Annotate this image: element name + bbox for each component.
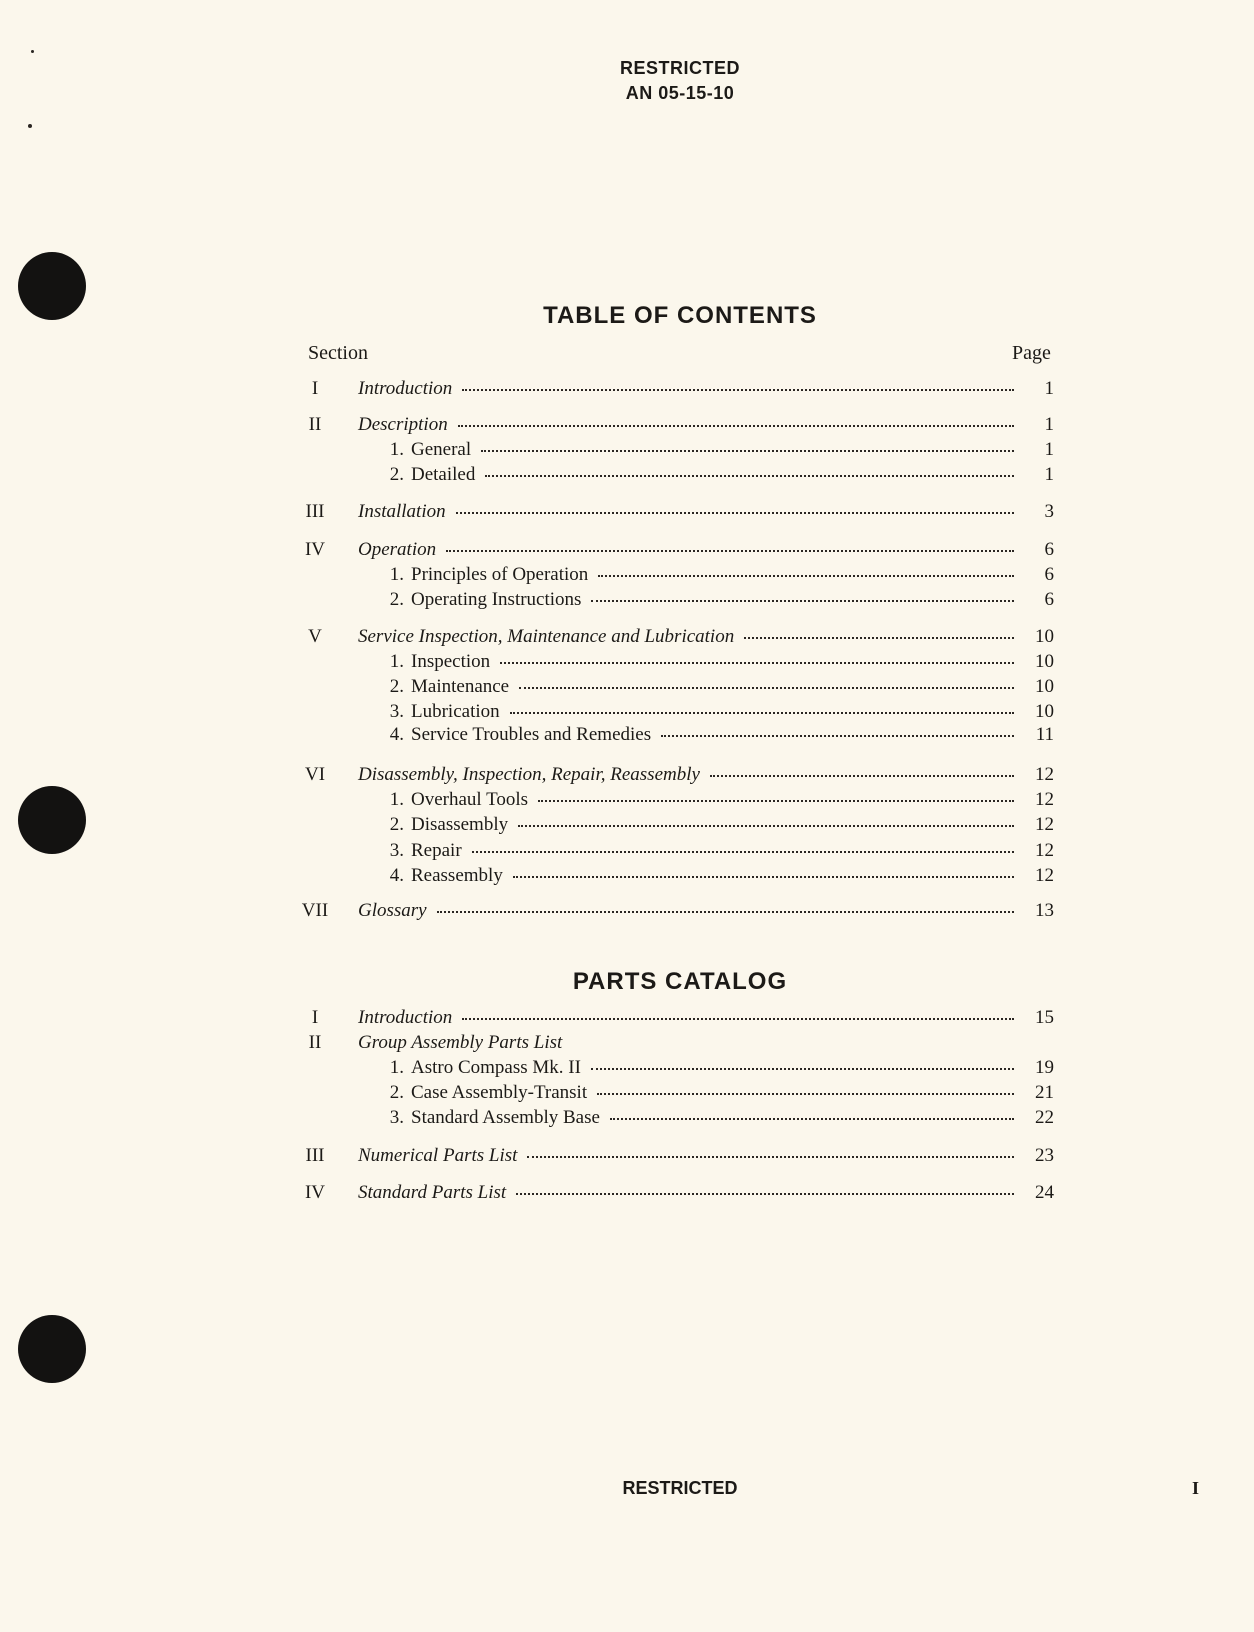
section-number: III <box>305 501 325 522</box>
page-number-cell: 13 <box>1035 900 1054 921</box>
header-classification: RESTRICTED <box>619 58 740 78</box>
dot-leader <box>458 425 1014 427</box>
entry-label: Disassembly, Inspection, Repair, Reassembly <box>358 764 700 785</box>
page-number-cell: 3 <box>1044 501 1054 522</box>
toc-section-row <box>0 1032 1254 1056</box>
dot-leader <box>510 712 1014 714</box>
entry-title <box>358 1182 1014 1204</box>
entry-label: Introduction <box>358 1007 453 1028</box>
entry-title <box>358 1007 1014 1029</box>
entry-title <box>378 840 1014 862</box>
dot-leader <box>456 512 1014 514</box>
page-number-cell: 10 <box>1035 676 1054 697</box>
entry-label: Standard Assembly Base <box>411 1107 600 1128</box>
subsection-number: 3. <box>389 840 404 861</box>
entry-title <box>378 464 1014 486</box>
toc-subsection-row <box>0 701 1254 725</box>
entry-title <box>378 724 1014 746</box>
entry-label: Operating Instructions <box>411 589 582 610</box>
page-speck <box>31 50 34 53</box>
entry-label: Disassembly <box>411 814 509 835</box>
toc-section-row <box>0 626 1254 650</box>
toc-section-row <box>0 378 1254 402</box>
entry-title <box>378 564 1014 586</box>
dot-leader <box>710 775 1014 777</box>
toc-section-row <box>0 501 1254 525</box>
binder-hole-bottom <box>18 1315 86 1383</box>
dot-leader <box>661 735 1014 737</box>
page-column-header: Page <box>1012 342 1051 364</box>
section-number: II <box>308 414 322 435</box>
toc-section-row <box>0 764 1254 788</box>
toc-subsection-row <box>0 651 1254 675</box>
dot-leader <box>538 800 1014 802</box>
subsection-number: 2. <box>389 676 404 697</box>
entry-label: Service Inspection, Maintenance and Lubrication <box>358 626 735 647</box>
subsection-number: 1. <box>389 1057 404 1078</box>
dot-leader <box>500 662 1014 664</box>
page-number-cell: 1 <box>1044 378 1054 399</box>
dot-leader <box>597 1093 1014 1095</box>
entry-label: Repair <box>411 840 462 861</box>
entry-title <box>378 1057 1014 1079</box>
dot-leader <box>591 600 1014 602</box>
toc-section-row <box>0 539 1254 563</box>
subsection-number: 1. <box>389 564 404 585</box>
page-speck <box>28 124 32 128</box>
toc-section-row <box>0 414 1254 438</box>
section-number: IV <box>304 1182 326 1203</box>
toc-subsection-row <box>0 464 1254 488</box>
entry-title <box>358 378 1014 400</box>
toc-section-row <box>0 900 1254 924</box>
page-number-cell: 1 <box>1044 439 1054 460</box>
entry-label: Group Assembly Parts List <box>358 1032 563 1053</box>
header-doc-number: AN 05-15-10 <box>625 83 735 103</box>
page-number-cell: 6 <box>1044 589 1054 610</box>
entry-title <box>378 1107 1014 1129</box>
entry-title <box>358 626 1014 648</box>
dot-leader <box>744 637 1014 639</box>
section-number: I <box>311 378 319 399</box>
entry-title <box>378 814 1014 836</box>
entry-label: Reassembly <box>411 865 503 886</box>
entry-title <box>378 1082 1014 1104</box>
page-number-cell: 10 <box>1035 701 1054 722</box>
subsection-number: 1. <box>389 439 404 460</box>
parts-catalog-title: PARTS CATALOG <box>572 968 788 995</box>
dot-leader <box>610 1118 1014 1120</box>
page-number-cell: 23 <box>1035 1145 1054 1166</box>
entry-label: Principles of Operation <box>411 564 589 585</box>
toc-subsection-row <box>0 439 1254 463</box>
section-number: III <box>305 1145 325 1166</box>
entry-title <box>358 900 1014 922</box>
entry-label: Numerical Parts List <box>358 1145 518 1166</box>
entry-label: Glossary <box>358 900 427 921</box>
toc-subsection-row <box>0 564 1254 588</box>
dot-leader <box>516 1193 1014 1195</box>
toc-subsection-row <box>0 676 1254 700</box>
entry-label: Astro Compass Mk. II <box>411 1057 581 1078</box>
toc-subsection-row <box>0 589 1254 613</box>
entry-title <box>358 539 1014 561</box>
subsection-number: 2. <box>389 589 404 610</box>
dot-leader <box>598 575 1014 577</box>
entry-title <box>358 764 1014 786</box>
entry-label: Case Assembly-Transit <box>411 1082 588 1103</box>
subsection-number: 2. <box>389 1082 404 1103</box>
entry-label: Operation <box>358 539 437 560</box>
entry-label: Lubrication <box>411 701 500 722</box>
entry-title <box>378 589 1014 611</box>
page-number-cell: 24 <box>1035 1182 1054 1203</box>
subsection-number: 1. <box>389 651 404 672</box>
toc-subsection-row <box>0 1057 1254 1081</box>
entry-label: General <box>411 439 472 460</box>
page-number-cell: 12 <box>1035 764 1054 785</box>
entry-label: Installation <box>358 501 446 522</box>
page-number-cell: 1 <box>1044 464 1054 485</box>
section-number: I <box>311 1007 319 1028</box>
footer-classification: RESTRICTED <box>622 1478 738 1498</box>
page-number-cell: 6 <box>1044 539 1054 560</box>
dot-leader <box>462 389 1014 391</box>
toc-section-row <box>0 1007 1254 1031</box>
entry-label: Standard Parts List <box>358 1182 507 1203</box>
page-number-cell: 12 <box>1035 840 1054 861</box>
page-number: I <box>1192 1478 1200 1498</box>
entry-label: Maintenance <box>411 676 510 697</box>
page-number-cell: 19 <box>1035 1057 1054 1078</box>
page-number-cell: 11 <box>1035 724 1054 745</box>
page-number-cell: 12 <box>1035 865 1054 886</box>
entry-label: Service Troubles and Remedies <box>411 724 652 745</box>
entry-title <box>378 701 1014 723</box>
entry-label: Description <box>358 414 448 435</box>
entry-title <box>358 501 1014 523</box>
page-number-cell: 12 <box>1035 789 1054 810</box>
toc-subsection-row <box>0 840 1254 864</box>
page-number-cell: 10 <box>1035 651 1054 672</box>
entry-title <box>378 439 1014 461</box>
dot-leader <box>485 475 1014 477</box>
page-number-cell: 21 <box>1035 1082 1054 1103</box>
section-number: IV <box>304 539 326 560</box>
entry-title <box>358 414 1014 436</box>
dot-leader <box>462 1018 1014 1020</box>
toc-subsection-row <box>0 1107 1254 1131</box>
toc-subsection-row <box>0 724 1254 748</box>
entry-label: Overhaul Tools <box>411 789 529 810</box>
dot-leader <box>527 1156 1014 1158</box>
page-number-cell: 1 <box>1044 414 1054 435</box>
section-column-header: Section <box>308 342 368 364</box>
subsection-number: 3. <box>389 1107 404 1128</box>
entry-title <box>378 651 1014 673</box>
entry-label: Inspection <box>411 651 491 672</box>
entry-title <box>378 865 1014 887</box>
toc-subsection-row <box>0 865 1254 889</box>
section-number: V <box>308 626 322 647</box>
subsection-number: 4. <box>389 724 404 745</box>
subsection-number: 4. <box>389 865 404 886</box>
subsection-number: 1. <box>389 789 404 810</box>
entry-title <box>378 676 1014 698</box>
entry-label: Introduction <box>358 378 453 399</box>
toc-subsection-row <box>0 789 1254 813</box>
entry-title <box>358 1032 1014 1054</box>
entry-title <box>358 1145 1014 1167</box>
page-number-cell: 6 <box>1044 564 1054 585</box>
entry-label: Detailed <box>411 464 476 485</box>
page-number-cell: 22 <box>1035 1107 1054 1128</box>
section-number: II <box>308 1032 322 1053</box>
subsection-number: 2. <box>389 464 404 485</box>
page-number-cell: 12 <box>1035 814 1054 835</box>
toc-subsection-row <box>0 814 1254 838</box>
dot-leader <box>437 911 1014 913</box>
toc-title: TABLE OF CONTENTS <box>543 302 817 329</box>
dot-leader <box>513 876 1014 878</box>
dot-leader <box>519 687 1014 689</box>
dot-leader <box>472 851 1014 853</box>
toc-section-row <box>0 1145 1254 1169</box>
entry-title <box>378 789 1014 811</box>
dot-leader <box>518 825 1014 827</box>
dot-leader <box>591 1068 1014 1070</box>
subsection-number: 2. <box>389 814 404 835</box>
page-number-cell: 10 <box>1035 626 1054 647</box>
toc-subsection-row <box>0 1082 1254 1106</box>
dot-leader <box>481 450 1014 452</box>
section-number: VI <box>304 764 326 785</box>
toc-section-row <box>0 1182 1254 1206</box>
subsection-number: 3. <box>389 701 404 722</box>
page-number-cell: 15 <box>1035 1007 1054 1028</box>
dot-leader <box>446 550 1014 552</box>
section-number: VII <box>301 900 329 921</box>
